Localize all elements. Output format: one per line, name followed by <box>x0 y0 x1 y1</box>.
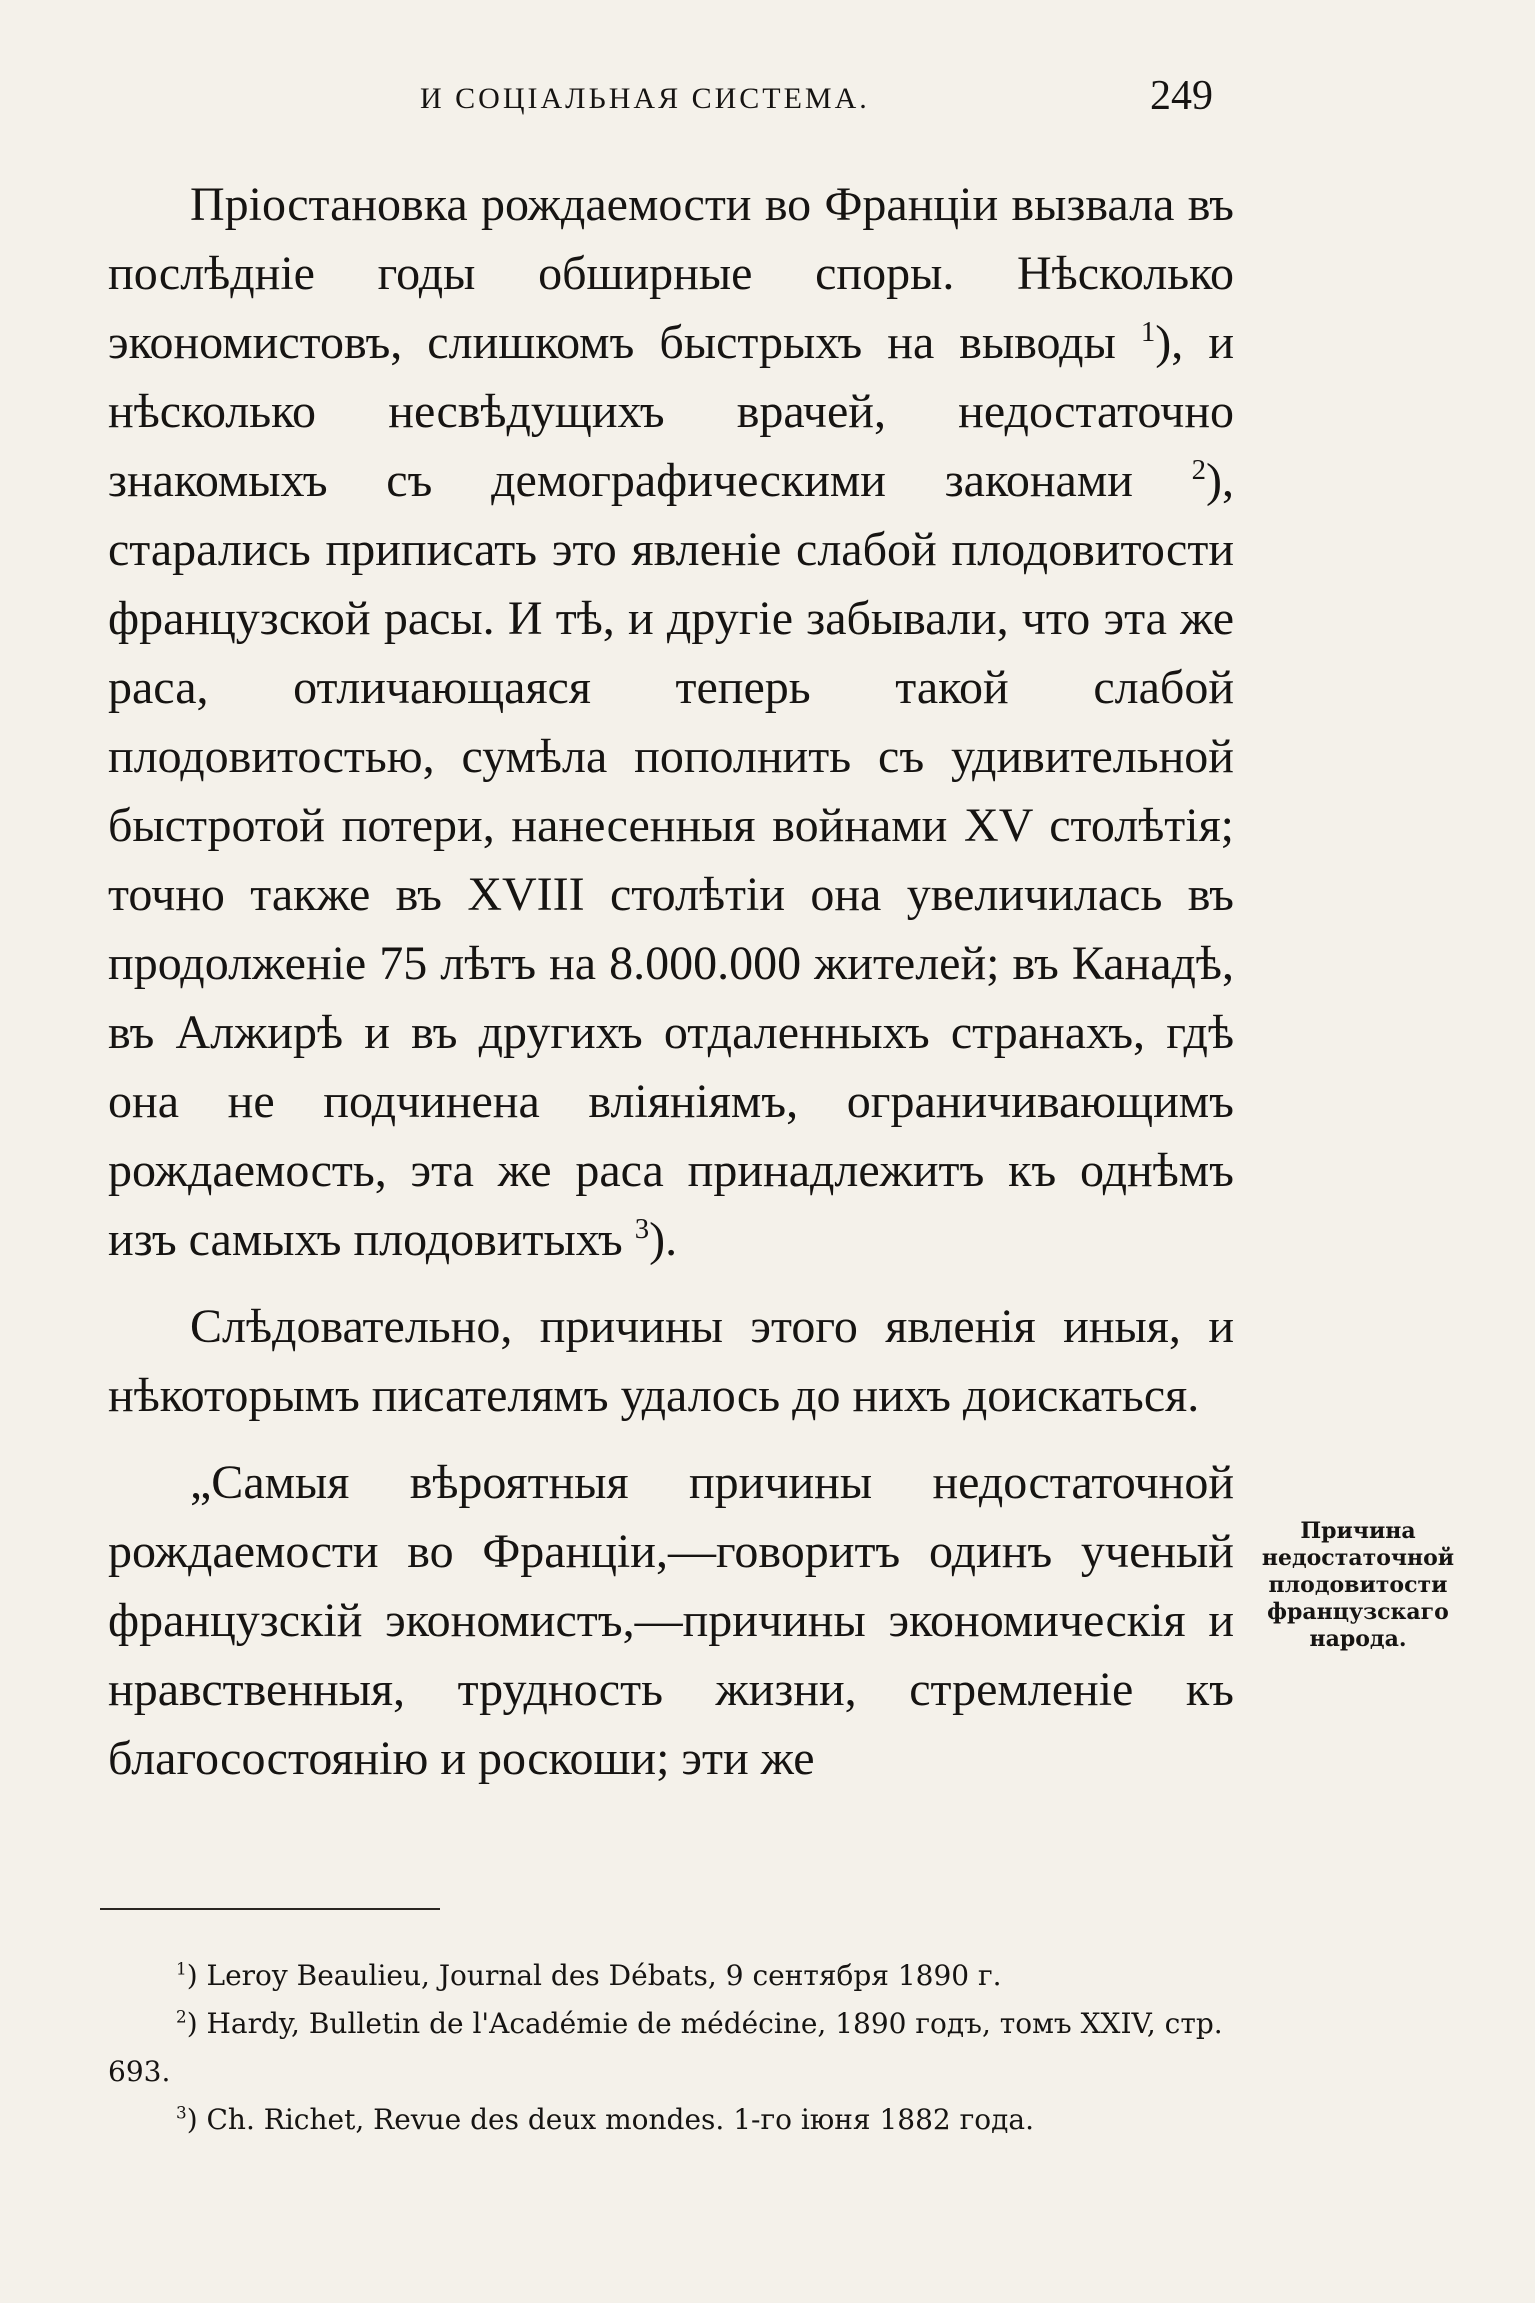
running-head: И СОЦІАЛЬНАЯ СИСТЕМА. <box>420 82 870 115</box>
footnote-3-text: ) Ch. Richet, Revue des deux mondes. 1-го іюня 1882 года. <box>186 2103 1034 2136</box>
page-number: 249 <box>1150 73 1213 119</box>
footnote-rule <box>100 1908 440 1910</box>
footnote-2-text: ) Hardy, Bulletin de l'Académie de médécine, 1890 годъ, томъ XXIV, стр. 693. <box>108 2007 1223 2088</box>
paragraph-1 <box>108 170 1234 1274</box>
footnote-2 <box>108 2000 1234 2096</box>
paragraph-1-text-c: ), старались приписать это явленіе слабой плодовитости французской расы. И тѣ, и другіе забывали, что эта же раса, отличающаяся теперь такой слабой плодовитостью, сумѣла пополнить съ удивительной быстротой потери, нанесенныя войнами XV столѣтія; точно также въ XVIII столѣтіи она увеличилась въ продолженіе 75 лѣтъ на 8.000.000 жителей; въ Канадѣ, въ Алжирѣ и въ другихъ отдаленныхъ странахъ, гдѣ она не подчинена вліяніямъ, ограничивающимъ рождаемость, эта же раса принадлежитъ къ однѣмъ изъ самыхъ плодовитыхъ <box>108 454 1235 1266</box>
footnote-1-mark: 1 <box>176 1958 187 1979</box>
footnotes <box>108 1952 1234 2144</box>
footnote-2-mark: 2 <box>176 2006 187 2027</box>
footnote-3 <box>108 2096 1234 2144</box>
footnote-ref-1: 1 <box>1140 316 1156 348</box>
paragraph-3: „Самыя вѣроятныя причины недостаточной рождаемости во Франціи,—говоритъ одинъ ученый французскій экономистъ,—причины экономическія и нравственныя, трудность жизни, стремленіе къ благосостоянію и роскоши; эти же <box>108 1456 1234 1785</box>
footnote-ref-2: 2 <box>1191 454 1207 486</box>
paragraph-1-text-a: Пріостановка рождаемости во Франціи вызвала въ послѣдніе годы обширные споры. Нѣсколько экономистовъ, слишкомъ быстрыхъ на выводы <box>108 178 1234 369</box>
body-text <box>108 170 1234 1793</box>
paragraph-1-text-b: ), и нѣсколько несвѣдущихъ врачей, недостаточно знакомыхъ съ демографическими законами <box>108 316 1234 507</box>
paragraph-1-text-d: ). <box>649 1213 678 1266</box>
footnote-1-text: ) Leroy Beaulieu, Journal des Débats, 9 сентября 1890 г. <box>186 1959 1002 1992</box>
footnote-3-mark: 3 <box>176 2102 187 2123</box>
footnote-ref-3: 3 <box>634 1213 650 1245</box>
margin-note: Причина недостаточной плодовитости французскаго народа. <box>1261 1518 1455 1652</box>
footnote-1 <box>108 1952 1234 2000</box>
paragraph-2: Слѣдовательно, причины этого явленія иныя, и нѣкоторымъ писателямъ удалось до нихъ доискаться. <box>108 1300 1234 1422</box>
